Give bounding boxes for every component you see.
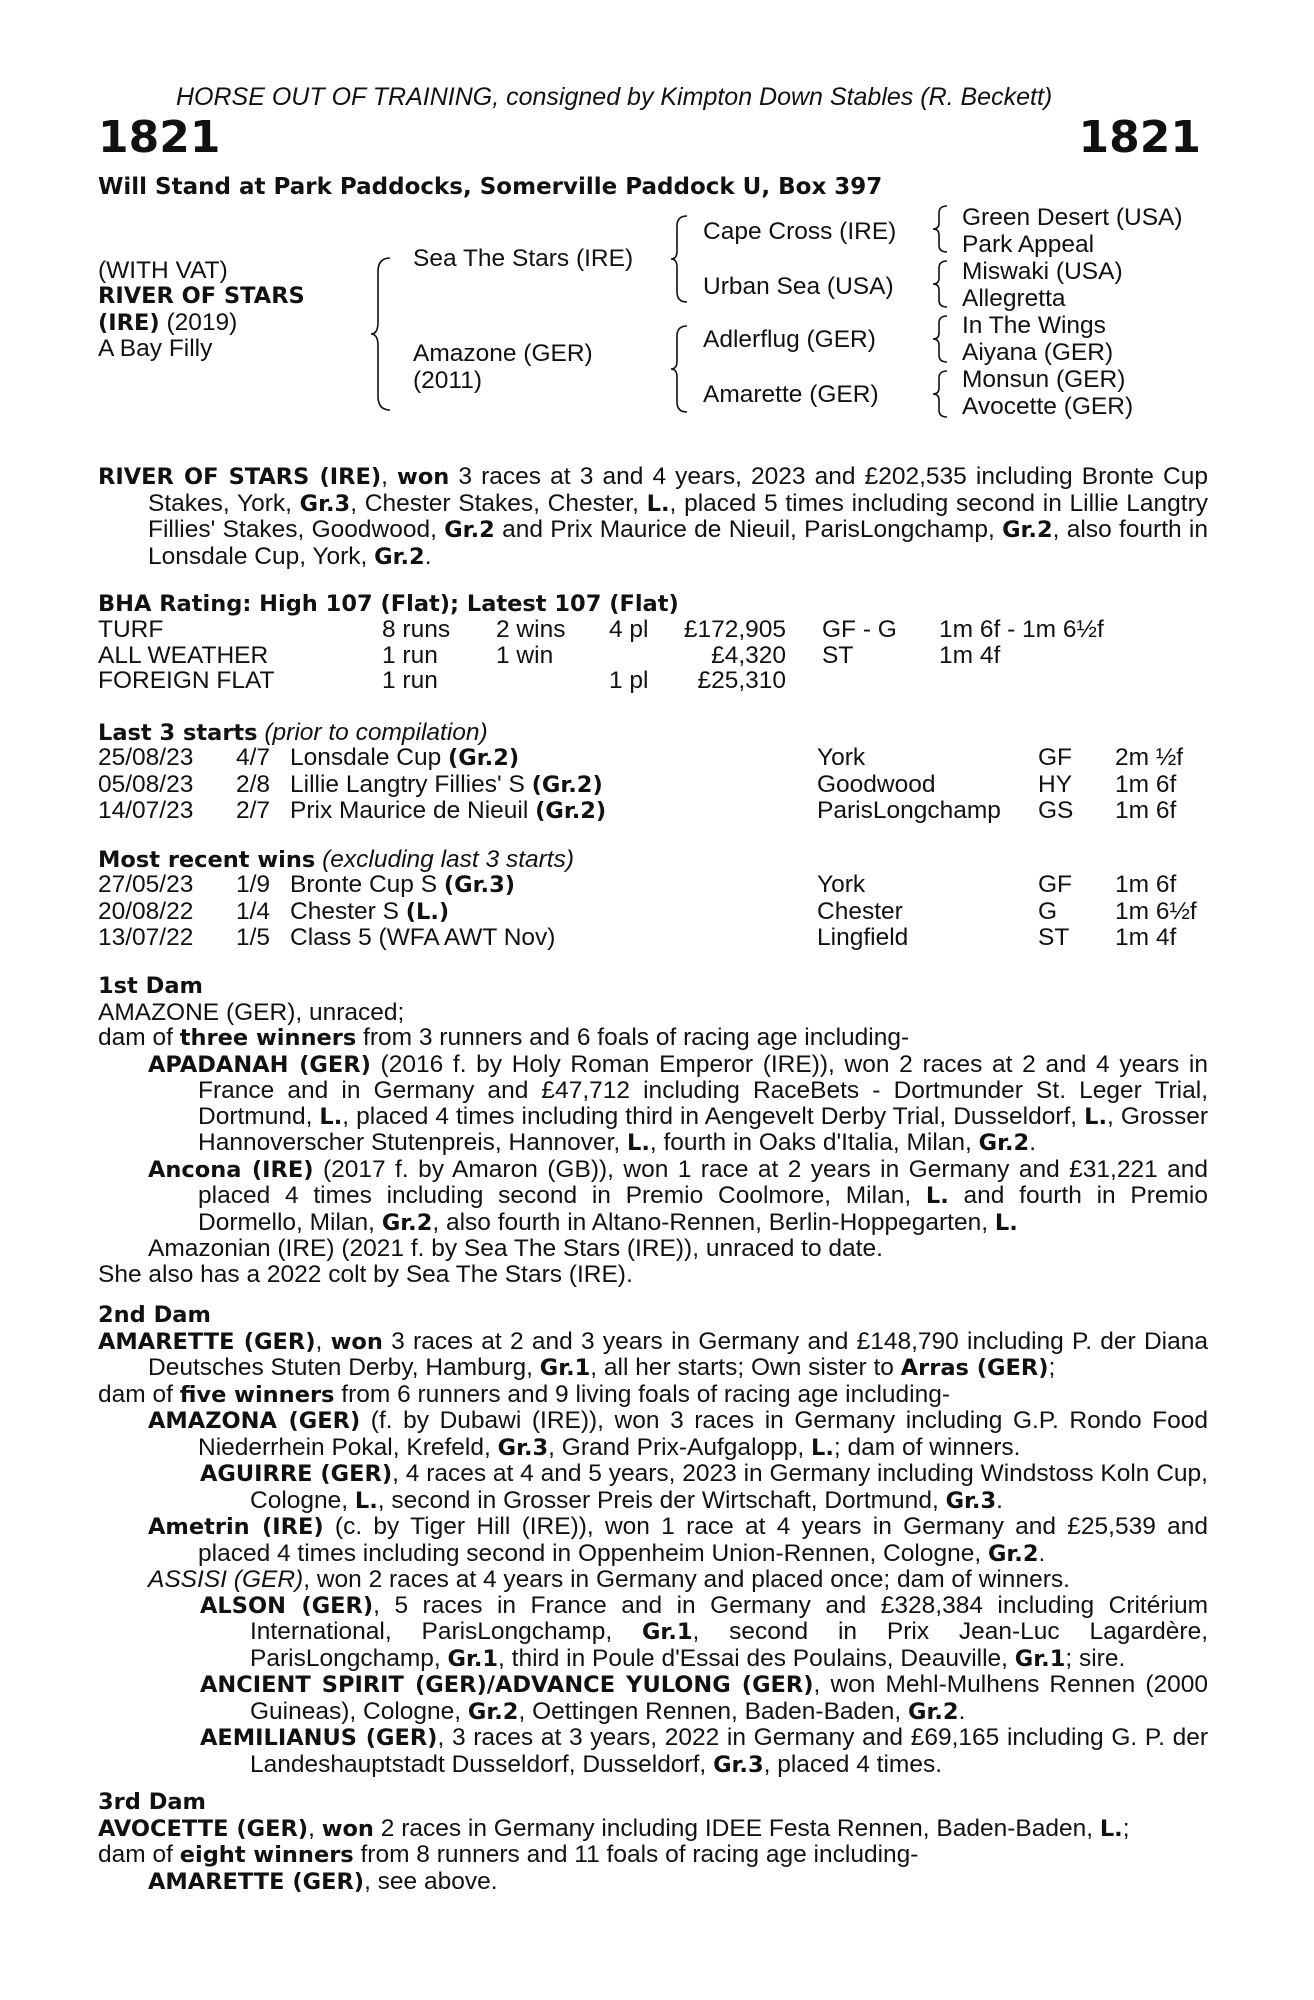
table-row: TURF 8 runs 2 wins 4 pl £172,905 GF - G 1m 6f - 1m 6½f: [98, 616, 1104, 643]
grade-badge: L.: [646, 490, 670, 517]
recent-wins-table: [98, 872, 1197, 952]
pedigree-dam-dam: Amarette (GER): [703, 381, 879, 408]
pedigree-brace-sire: [670, 214, 690, 304]
table-row: FOREIGN FLAT 1 run 1 pl £25,310: [98, 667, 786, 694]
dam-of-line: dam of three winners from 3 runners and 6 foals of racing age including-: [98, 1024, 910, 1051]
table-row: 14/07/23 2/7 Prix Maurice de Nieuil (Gr.2) ParisLongchamp GS 1m 6f: [98, 797, 1177, 824]
lot-number-left: 1821: [98, 112, 221, 163]
pedigree-brace-g4: [932, 369, 950, 419]
section-heading: 1st Dam: [98, 973, 203, 999]
horse-country: (IRE): [98, 310, 160, 336]
pedigree-dam-sire: Adlerflug (GER): [703, 326, 876, 353]
lot-number-right: 1821: [1078, 112, 1201, 163]
horse-year: (2019): [159, 309, 238, 336]
grade-badge: Gr.2: [444, 517, 495, 543]
pedigree-gg-4: Allegretta: [962, 285, 1066, 312]
last-starts-heading: Last 3 starts (prior to compilation): [98, 719, 488, 746]
horse-name: RIVER OF STARS: [98, 283, 305, 309]
progeny-entry: Amazonian (IRE) (2021 f. by Sea The Stars (IRE)), unraced to date.: [148, 1235, 883, 1262]
pedigree-dam: Amazone (GER): [413, 340, 593, 367]
summary-won: won: [397, 464, 450, 490]
progeny-entry: ANCIENT SPIRIT (GER)/ADVANCE YULONG (GER), won Mehl-Mulhens Rennen (2000 Guineas), Cologne, Gr.2, Oettingen Rennen, Baden-Baden, Gr.2.: [200, 1671, 1208, 1725]
progeny-entry: ALSON (GER), 5 races in France and in Germany and £328,384 including Critérium International, ParisLongchamp, Gr.1, second in Prix Jean-Luc Lagardère, ParisLongchamp, Gr.1, third in Poule d'Essai des Poulains, Deauville, Gr.1; sire.: [200, 1591, 1208, 1672]
table-row: 05/08/23 2/8 Lillie Langtry Fillies' S (Gr.2) Goodwood HY 1m 6f: [98, 770, 1177, 798]
table-row: 13/07/22 1/5 Class 5 (WFA AWT Nov) Lingfield ST 1m 4f: [98, 924, 1177, 951]
grade-badge: Gr.2: [1002, 517, 1053, 543]
grade-badge: Gr.3: [299, 490, 351, 517]
table-row: ALL WEATHER 1 run 1 win £4,320 ST 1m 4f: [98, 641, 1001, 669]
second-dam-section: [98, 1303, 1208, 1778]
pedigree-sire-sire: Cape Cross (IRE): [703, 218, 897, 245]
table-row: 20/08/22 1/4 Chester S (L.) Chester G 1m 6½f: [98, 897, 1197, 925]
recent-wins-heading: Most recent wins (excluding last 3 starts): [98, 846, 575, 873]
first-dam-section: [98, 974, 1208, 1287]
progeny-entry: APADANAH (GER) (2016 f. by Holy Roman Emperor (IRE)), won 2 races at 2 and 4 years in France and in Germany and £47,712 including RaceBets - Dortmunder St. Leger Trial, Dortmund, L., placed 4 times including third in Aengevelt Derby Trial, Dusseldorf, L., Grosser Hannoverscher Stutenpreis, Hannover, L., fourth in Oaks d'Italia, Milan, Gr.2.: [148, 1050, 1208, 1156]
pedigree-gg-1: Green Desert (USA): [962, 204, 1183, 231]
pedigree-gg-7: Monsun (GER): [962, 366, 1126, 393]
progeny-entry: ASSISI (GER), won 2 races at 4 years in Germany and placed once; dam of winners.: [148, 1566, 1070, 1593]
stand-location: Will Stand at Park Paddocks, Somerville Paddock U, Box 397: [98, 174, 883, 200]
progeny-entry: Ancona (IRE) (2017 f. by Amaron (GB)), won 1 race at 2 years in Germany and £31,221 and placed 4 times including second in Premio Coolmore, Milan, L. and fourth in Premio Dormello, Milan, Gr.2, also fourth in Altano-Rennen, Berlin-Hoppegarten, L.: [148, 1155, 1208, 1236]
dam-line: AMAZONE (GER), unraced;: [98, 998, 405, 1026]
pedigree-sire-dam: Urban Sea (USA): [703, 273, 894, 300]
section-heading: 2nd Dam: [98, 1302, 211, 1328]
pedigree-gg-6: Aiyana (GER): [962, 339, 1114, 366]
last-starts-table: [98, 745, 1183, 825]
pedigree-gg-5: In The Wings: [962, 312, 1106, 339]
also-line: She also has a 2022 colt by Sea The Stars (IRE).: [98, 1260, 633, 1288]
rating-heading: BHA Rating: High 107 (Flat); Latest 107 (Flat): [98, 591, 679, 617]
progeny-entry: Ametrin (IRE) (c. by Tiger Hill (IRE)), won 1 race at 4 years in Germany and £25,539 and placed 4 times including second in Oppenheim Union-Rennen, Cologne, Gr.2.: [148, 1513, 1209, 1567]
race-summary: RIVER OF STARS (IRE), won 3 races at 3 and 4 years, 2023 and £202,535 including Bronte Cup Stakes, York, Gr.3, Chester Stakes, Chester, L., placed 5 times including second in Lillie Langtry Fillies' Stakes, Goodwood, Gr.2 and Prix Maurice de Nieuil, ParisLongchamp, Gr.2, also fourth in Lonsdale Cup, York, Gr.2.: [98, 463, 1209, 570]
horse-description: A Bay Filly: [98, 335, 213, 362]
progeny-entry: AEMILIANUS (GER), 3 races at 3 years, 2022 in Germany and £69,165 including G. P. der Landeshauptstadt Dusseldorf, Dusseldorf, Gr.3, placed 4 times.: [200, 1724, 1208, 1778]
pedigree-brace-g2: [932, 259, 950, 309]
progeny-entry: AMARETTE (GER), see above.: [148, 1867, 498, 1895]
dam-entry: AVOCETTE (GER), won 2 races in Germany including IDEE Festa Rennen, Baden-Baden, L.;: [98, 1814, 1130, 1842]
section-heading: 3rd Dam: [98, 1789, 206, 1815]
pedigree-dam-year: (2011): [413, 367, 483, 394]
pedigree-brace-main: [370, 256, 394, 412]
table-row: 27/05/23 1/9 Bronte Cup S (Gr.3) York GF 1m 6f: [98, 871, 1177, 898]
dam-entry: AMARETTE (GER), won 3 races at 2 and 3 years in Germany and £148,790 including P. der Diana Deutsches Stuten Derby, Hamburg, Gr.1, all her starts; Own sister to Arras (GER);: [98, 1327, 1208, 1381]
consignor-banner: HORSE OUT OF TRAINING, consigned by Kimpton Down Stables (R. Beckett): [176, 83, 1053, 111]
pedigree-gg-3: Miswaki (USA): [962, 258, 1123, 285]
progeny-entry: AMAZONA (GER) (f. by Dubawi (IRE)), won 3 races in Germany including G.P. Rondo Food Niederrhein Pokal, Krefeld, Gr.3, Grand Prix-Aufgalopp, L.; dam of winners.: [148, 1407, 1208, 1461]
pedigree-brace-dam: [670, 324, 690, 414]
grade-badge: Gr.2: [374, 543, 425, 570]
horse-name-line2: [98, 310, 237, 337]
rating-table: [98, 617, 1104, 694]
pedigree-gg-2: Park Appeal: [962, 231, 1095, 258]
table-row: 25/08/23 4/7 Lonsdale Cup (Gr.2) York GF 2m ½f: [98, 744, 1184, 771]
pedigree-sire: Sea The Stars (IRE): [413, 245, 634, 272]
dam-of-line: dam of five winners from 6 runners and 9 living foals of racing age including-: [98, 1380, 951, 1408]
third-dam-section: [98, 1790, 1208, 1895]
summary-horse-name: RIVER OF STARS (IRE): [98, 464, 382, 490]
dam-of-line: dam of eight winners from 8 runners and 11 foals of racing age including-: [98, 1841, 919, 1868]
pedigree-gg-8: Avocette (GER): [962, 393, 1134, 420]
pedigree-brace-g3: [932, 314, 950, 364]
progeny-entry: AGUIRRE (GER), 4 races at 4 and 5 years, 2023 in Germany including Windstoss Koln Cup, Cologne, L., second in Grosser Preis der Wirtschaft, Dortmund, Gr.3.: [200, 1460, 1208, 1514]
vat-note: (WITH VAT): [98, 257, 228, 284]
pedigree-brace-g1: [932, 204, 950, 254]
